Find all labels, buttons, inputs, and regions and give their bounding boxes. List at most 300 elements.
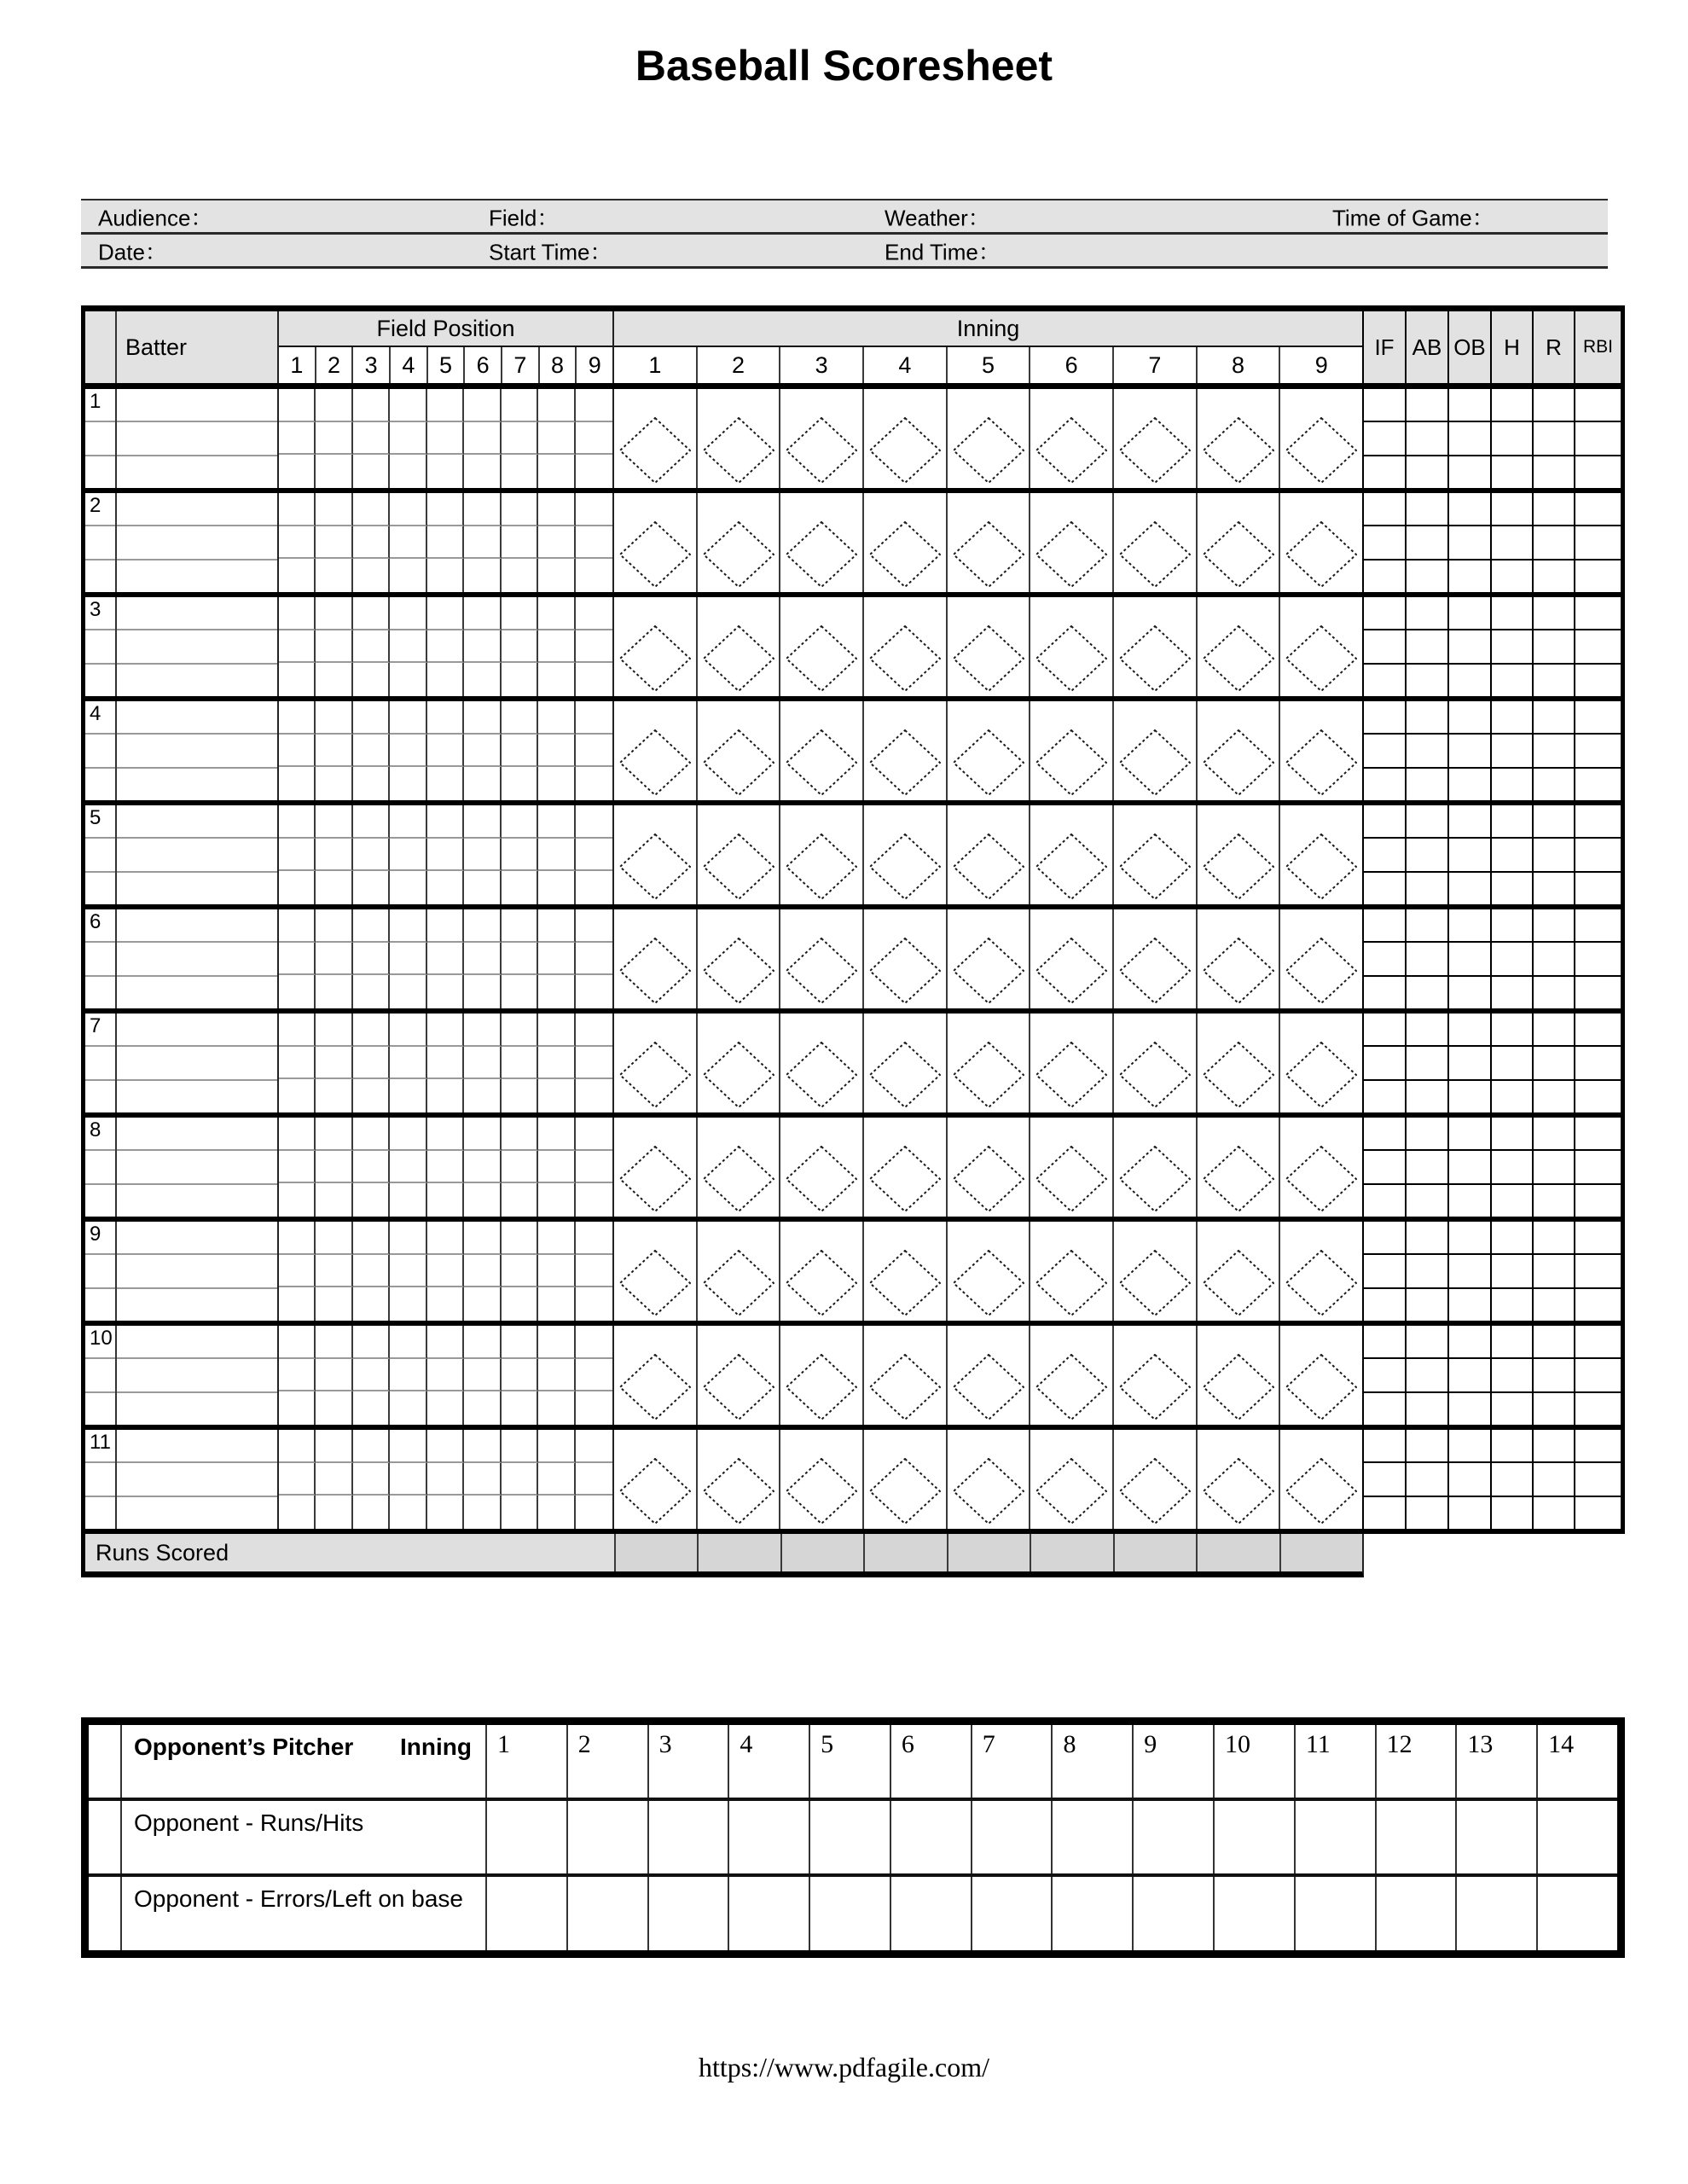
diamond-icon <box>703 417 774 484</box>
inning-cell <box>948 1222 1031 1321</box>
field-position-cell <box>316 1287 352 1321</box>
batter-number-subcell <box>85 561 115 592</box>
stat-column <box>1447 1118 1490 1217</box>
inning-cell <box>698 389 781 488</box>
field-position-cell <box>279 1222 316 1255</box>
batter-number-subcell <box>85 1118 115 1151</box>
stat-cell <box>1364 456 1405 488</box>
field-position-cell <box>464 839 501 872</box>
inning-cell <box>1198 1222 1281 1321</box>
opponent-score-cell <box>1538 1801 1617 1873</box>
batter-name-subcell <box>117 1185 277 1217</box>
batter-number-subcell <box>85 943 115 976</box>
stat-cell <box>1534 1393 1574 1425</box>
field-position-cell <box>279 1047 316 1080</box>
inning-cell <box>864 1222 948 1321</box>
stat-cell <box>1364 1014 1405 1047</box>
diamond-icon <box>1035 1458 1107 1525</box>
opponent-corner-cell <box>89 1801 122 1873</box>
inning-number-cell: 6 <box>1030 347 1114 383</box>
inning-cell <box>780 389 864 488</box>
diamond-icon <box>869 417 941 484</box>
field-position-cell <box>316 839 352 872</box>
batter-number-subcell <box>85 389 115 422</box>
field-position-cell <box>279 767 316 800</box>
field-position-cell <box>464 1255 501 1288</box>
header-field-position-block <box>279 311 614 383</box>
batter-number-subcell <box>85 422 115 456</box>
inning-cell <box>948 389 1031 488</box>
stat-cell <box>1492 1359 1532 1392</box>
inning-cell <box>864 389 948 488</box>
inning-cell <box>1114 909 1198 1008</box>
stat-cell <box>1407 526 1447 560</box>
stat-cell <box>1534 526 1574 560</box>
batter-number-cell <box>85 1222 117 1321</box>
info-label-time-of-game: Time of Game： <box>1332 205 1494 230</box>
stat-cell <box>1407 597 1447 630</box>
stat-cell <box>1407 1151 1447 1184</box>
field-position-cell <box>538 559 575 592</box>
batter-name-cell <box>117 909 279 1008</box>
stat-cell <box>1364 1497 1405 1529</box>
stat-cell <box>1575 526 1621 560</box>
diamond-icon <box>1119 938 1191 1004</box>
inning-number-cell: 4 <box>864 347 948 383</box>
stat-cell <box>1449 665 1490 696</box>
field-position-cell <box>576 493 612 526</box>
field-position-cell <box>576 1359 612 1392</box>
stat-column <box>1574 493 1621 592</box>
batter-number-subcell <box>85 630 115 664</box>
opponent-score-cell <box>1296 1801 1377 1873</box>
field-position-cell <box>390 422 426 456</box>
batter-number-cell <box>85 701 117 800</box>
field-position-cell <box>390 1151 426 1184</box>
diamond-icon <box>619 1146 691 1212</box>
batter-name-subcell <box>117 1255 277 1288</box>
field-position-grid <box>279 805 614 904</box>
stat-column <box>1447 597 1490 696</box>
stat-column <box>1405 909 1447 1008</box>
runs-scored-cell <box>1279 1534 1362 1571</box>
diamond-icon <box>619 938 691 1004</box>
field-position-cell <box>353 871 390 904</box>
field-position-cell <box>390 839 426 872</box>
field-position-cell <box>427 1014 464 1047</box>
field-position-cell <box>353 630 390 664</box>
stat-cell <box>1575 1014 1621 1047</box>
stat-column <box>1532 1014 1574 1112</box>
field-position-cell <box>427 1222 464 1255</box>
field-position-cell <box>538 389 575 422</box>
inning-cell <box>1280 597 1362 696</box>
batter-group <box>81 909 1625 1014</box>
field-position-numbers-row <box>279 347 612 383</box>
batter-row-number: 9 <box>90 1223 102 1246</box>
diamond-icon <box>869 1250 941 1316</box>
stat-cell <box>1492 1255 1532 1288</box>
stat-cell <box>1364 630 1405 664</box>
batter-group <box>81 1430 1625 1534</box>
stat-cell <box>1492 1463 1532 1496</box>
field-position-cell <box>502 630 538 664</box>
field-position-cell <box>353 1463 390 1496</box>
field-position-number-cell: 3 <box>353 347 391 383</box>
stat-grid <box>1362 1222 1621 1321</box>
stat-cell <box>1575 909 1621 943</box>
stat-column <box>1362 597 1405 696</box>
diamond-icon <box>869 1458 941 1525</box>
header-inning-block <box>614 311 1362 383</box>
stat-column <box>1362 493 1405 592</box>
runs-scored-cell <box>1196 1534 1279 1571</box>
stat-column <box>1532 1326 1574 1425</box>
field-position-grid <box>279 909 614 1008</box>
stat-cell <box>1534 389 1574 422</box>
field-position-cell <box>427 1079 464 1112</box>
stat-cell <box>1364 1047 1405 1080</box>
batter-name-subcell <box>117 1118 277 1151</box>
field-position-cell <box>427 630 464 664</box>
field-position-cell <box>316 1359 352 1392</box>
opponent-errors-lob-label-cell <box>122 1877 487 1950</box>
batter-name-cell <box>117 1222 279 1321</box>
field-position-cell <box>279 1079 316 1112</box>
stat-cell <box>1364 1255 1405 1288</box>
batter-name-cell <box>117 1326 279 1425</box>
inning-number-cell: 1 <box>614 347 698 383</box>
field-position-cell <box>464 975 501 1008</box>
diamond-icon <box>1285 1146 1357 1212</box>
field-position-cell <box>279 839 316 872</box>
stat-grid <box>1362 1430 1621 1529</box>
batter-number-subcell <box>85 526 115 560</box>
stat-cell <box>1449 805 1490 839</box>
stat-cell <box>1534 805 1574 839</box>
field-position-cell <box>576 1255 612 1288</box>
stat-cell <box>1534 665 1574 696</box>
inning-cell <box>1030 493 1114 592</box>
stat-cell <box>1364 1151 1405 1184</box>
field-position-cell <box>390 1287 426 1321</box>
field-position-cell <box>279 1496 316 1529</box>
stat-column <box>1362 805 1405 904</box>
inning-cell <box>1198 597 1281 696</box>
diamond-icon <box>703 729 774 796</box>
diamond-icon <box>786 1042 857 1108</box>
inning-cell <box>780 805 864 904</box>
stat-cell <box>1492 493 1532 526</box>
batter-name-subcell <box>117 839 277 872</box>
stat-column <box>1362 1118 1405 1217</box>
inning-row <box>614 1326 1362 1425</box>
diamond-icon <box>619 521 691 588</box>
field-position-cell <box>353 1222 390 1255</box>
stat-cell <box>1364 839 1405 872</box>
batter-name-subcell <box>117 701 277 735</box>
field-position-cell <box>576 909 612 943</box>
inning-cell <box>780 597 864 696</box>
field-position-cell <box>538 871 575 904</box>
opponent-score-cell <box>1134 1877 1215 1950</box>
field-position-cell <box>427 1287 464 1321</box>
inning-row <box>614 1222 1362 1321</box>
runs-scored-cell <box>1030 1534 1112 1571</box>
stat-column <box>1405 1326 1447 1425</box>
batter-number-cell <box>85 909 117 1008</box>
inning-cell <box>698 1430 781 1529</box>
field-position-cell <box>353 422 390 456</box>
diamond-icon <box>1285 834 1357 900</box>
stat-cell <box>1575 1047 1621 1080</box>
opponent-inning-number-cell: 10 <box>1215 1725 1296 1798</box>
stat-cell <box>1407 1118 1447 1151</box>
field-position-cell <box>390 493 426 526</box>
batter-group <box>81 389 1625 493</box>
stat-cell <box>1449 1289 1490 1321</box>
inning-cell <box>1198 1430 1281 1529</box>
inning-cell <box>614 1430 698 1529</box>
field-position-cell <box>279 805 316 839</box>
batter-number-subcell <box>85 977 115 1008</box>
field-position-cell <box>464 943 501 976</box>
stat-cell <box>1364 1359 1405 1392</box>
stat-cell <box>1492 1151 1532 1184</box>
field-position-cell <box>538 1222 575 1255</box>
stat-column <box>1362 1326 1405 1425</box>
field-position-number-cell: 8 <box>540 347 577 383</box>
field-position-cell <box>576 871 612 904</box>
batter-number-subcell <box>85 665 115 696</box>
diamond-icon <box>869 625 941 692</box>
field-position-cell <box>464 422 501 456</box>
stat-column <box>1405 1118 1447 1217</box>
batter-number-subcell <box>85 1222 115 1255</box>
stat-cell <box>1407 1014 1447 1047</box>
batter-name-subcell <box>117 456 277 488</box>
diamond-icon <box>703 625 774 692</box>
diamond-icon <box>1285 1458 1357 1525</box>
field-position-cell <box>316 1014 352 1047</box>
field-position-cell <box>427 526 464 560</box>
batter-name-cell <box>117 701 279 800</box>
diamond-icon <box>1119 625 1191 692</box>
inning-cell <box>698 1326 781 1425</box>
inning-cell <box>864 493 948 592</box>
batter-name-subcell <box>117 1463 277 1496</box>
stat-column <box>1490 1430 1532 1529</box>
stat-cell <box>1534 977 1574 1008</box>
inning-cell <box>1280 493 1362 592</box>
stat-cell <box>1449 701 1490 735</box>
opponent-score-cell <box>729 1877 810 1950</box>
stat-grid <box>1362 909 1621 1008</box>
stat-cell <box>1575 1359 1621 1392</box>
inning-cell <box>1198 1118 1281 1217</box>
stat-cell <box>1534 769 1574 800</box>
diamond-icon <box>703 1354 774 1420</box>
field-position-cell <box>427 1359 464 1392</box>
stat-column <box>1532 1118 1574 1217</box>
header-field-position-label: Field Position <box>279 311 612 347</box>
opponent-score-cell <box>891 1801 972 1873</box>
field-position-cell <box>502 909 538 943</box>
field-position-cell <box>316 1079 352 1112</box>
stat-column <box>1532 597 1574 696</box>
stat-column <box>1490 493 1532 592</box>
stat-cell <box>1575 1463 1621 1496</box>
diamond-icon <box>1285 1042 1357 1108</box>
inning-cell <box>780 701 864 800</box>
batter-number-cell <box>85 1430 117 1529</box>
stat-header-cell: IF <box>1362 311 1405 383</box>
stat-cell <box>1492 909 1532 943</box>
stat-cell <box>1534 1014 1574 1047</box>
inning-cell <box>614 1326 698 1425</box>
field-position-cell <box>576 1118 612 1151</box>
inning-cell <box>614 389 698 488</box>
diamond-icon <box>703 521 774 588</box>
diamond-icon <box>1035 417 1107 484</box>
main-scoresheet-table <box>81 305 1625 1577</box>
field-position-cell <box>427 975 464 1008</box>
stat-cell <box>1407 1430 1447 1463</box>
field-position-cell <box>538 1496 575 1529</box>
diamond-icon <box>619 1458 691 1525</box>
field-position-cell <box>279 943 316 976</box>
field-position-cell <box>464 1183 501 1217</box>
field-position-cell <box>464 1430 501 1463</box>
stat-cell <box>1364 1081 1405 1112</box>
opponent-score-cell <box>1377 1801 1458 1873</box>
stat-cell <box>1364 1118 1405 1151</box>
field-position-cell <box>427 1326 464 1359</box>
stat-cell <box>1407 493 1447 526</box>
field-position-cell <box>464 630 501 664</box>
inning-cell <box>614 1222 698 1321</box>
field-position-cell <box>316 1255 352 1288</box>
field-position-grid <box>279 1326 614 1425</box>
field-position-cell <box>390 943 426 976</box>
field-position-cell <box>464 1326 501 1359</box>
inning-cell <box>948 1118 1031 1217</box>
field-position-cell <box>538 805 575 839</box>
stat-cell <box>1364 1185 1405 1217</box>
field-position-cell <box>502 493 538 526</box>
inning-cell <box>1030 1014 1114 1112</box>
field-position-cell <box>390 630 426 664</box>
inning-cell <box>1114 1222 1198 1321</box>
opponent-score-cell <box>972 1801 1053 1873</box>
stat-cell <box>1534 1497 1574 1529</box>
stat-cell <box>1575 597 1621 630</box>
stat-cell <box>1364 389 1405 422</box>
batter-name-subcell <box>117 1326 277 1359</box>
stat-cell <box>1492 735 1532 768</box>
batter-row-number: 5 <box>90 806 102 829</box>
field-position-cell <box>390 1326 426 1359</box>
info-bar <box>81 199 1608 269</box>
field-position-cell <box>390 1430 426 1463</box>
opponent-inning-number-cell: 8 <box>1053 1725 1134 1798</box>
field-position-cell <box>538 1430 575 1463</box>
inning-cell <box>1114 389 1198 488</box>
inning-cell <box>1030 701 1114 800</box>
field-position-grid <box>279 493 614 592</box>
field-position-cell <box>316 909 352 943</box>
inning-row <box>614 1118 1362 1217</box>
field-position-cell <box>502 559 538 592</box>
diamond-icon <box>1119 729 1191 796</box>
stat-column <box>1362 909 1405 1008</box>
batter-number-subcell <box>85 493 115 526</box>
diamond-icon <box>1203 729 1274 796</box>
field-position-cell <box>353 1430 390 1463</box>
stat-cell <box>1449 1326 1490 1359</box>
diamond-icon <box>1119 1042 1191 1108</box>
field-position-number-cell: 5 <box>428 347 466 383</box>
field-position-cell <box>427 1047 464 1080</box>
field-position-cell <box>538 839 575 872</box>
inning-cell <box>948 909 1031 1008</box>
field-position-cell <box>316 871 352 904</box>
scoresheet-body <box>81 389 1625 1534</box>
runs-scored-cell <box>863 1534 946 1571</box>
stat-cell <box>1407 873 1447 904</box>
stat-cell <box>1492 1118 1532 1151</box>
stat-cell <box>1575 1326 1621 1359</box>
batter-row-number: 7 <box>90 1014 102 1037</box>
inning-cell <box>864 1118 948 1217</box>
batter-group <box>81 805 1625 909</box>
diamond-icon <box>1203 521 1274 588</box>
field-position-cell <box>464 526 501 560</box>
stat-column <box>1490 1118 1532 1217</box>
field-position-cell <box>316 1047 352 1080</box>
field-position-cell <box>576 597 612 630</box>
inning-row <box>614 909 1362 1008</box>
stat-cell <box>1449 1255 1490 1288</box>
field-position-cell <box>576 735 612 768</box>
opponent-score-cell <box>568 1801 649 1873</box>
stat-header-cell: RBI <box>1574 311 1621 383</box>
inning-cell <box>780 493 864 592</box>
batter-number-subcell <box>85 1014 115 1047</box>
stat-column <box>1532 493 1574 592</box>
field-position-cell <box>279 1430 316 1463</box>
stat-cell <box>1575 1393 1621 1425</box>
stat-column <box>1532 909 1574 1008</box>
stat-column <box>1362 701 1405 800</box>
opponent-score-cell <box>1134 1801 1215 1873</box>
stat-grid <box>1362 389 1621 488</box>
opponent-score-cell <box>487 1801 568 1873</box>
batter-name-cell <box>117 805 279 904</box>
diamond-icon <box>703 938 774 1004</box>
batter-name-subcell <box>117 735 277 768</box>
inning-cell <box>948 493 1031 592</box>
field-position-cell <box>279 701 316 735</box>
batter-number-subcell <box>85 805 115 839</box>
field-position-cell <box>502 1430 538 1463</box>
batter-name-subcell <box>117 1222 277 1255</box>
field-position-cell <box>464 1287 501 1321</box>
inning-cell <box>864 1014 948 1112</box>
opponent-runs-hits-label: Opponent - Runs/Hits <box>134 1809 364 1836</box>
diamond-icon <box>786 1146 857 1212</box>
inning-cell <box>698 1014 781 1112</box>
